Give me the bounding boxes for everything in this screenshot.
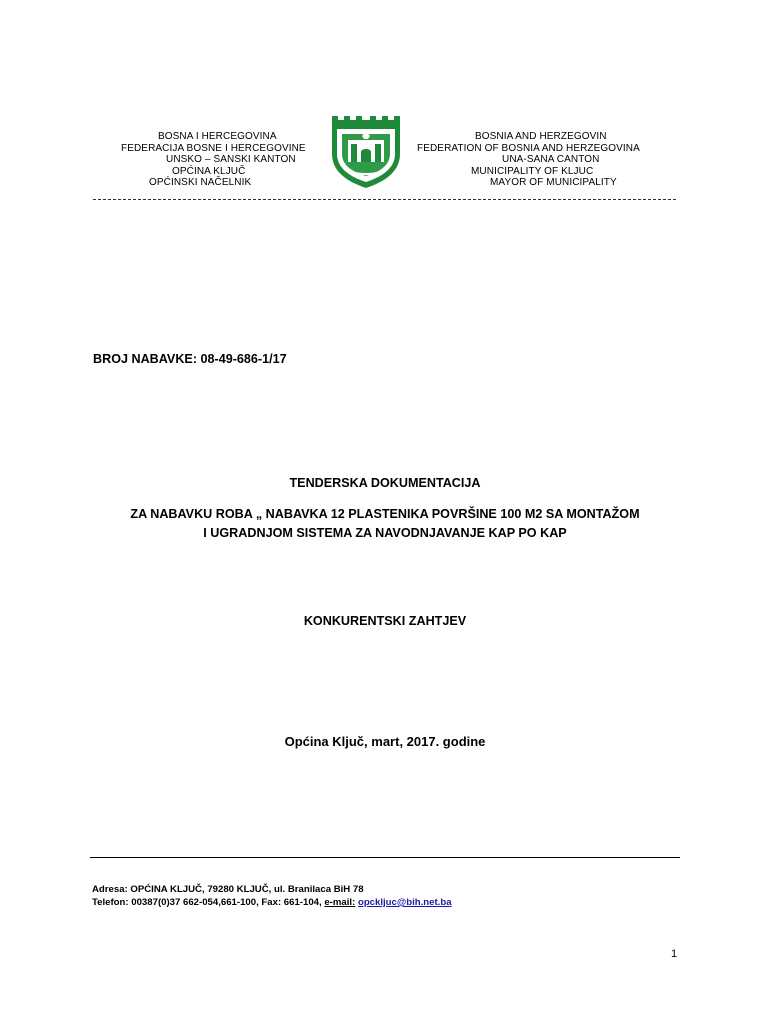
- procedure-type: KONKURENTSKI ZAHTJEV: [303, 614, 467, 628]
- place-and-date: Općina Ključ, mart, 2017. godine: [284, 734, 486, 749]
- header-left-block: [90, 131, 330, 189]
- header-right-line: UNA-SANA CANTON: [502, 154, 600, 166]
- footer-divider: [90, 857, 680, 858]
- document-title: TENDERSKA DOKUMENTACIJA: [289, 476, 481, 490]
- header-right-block: [405, 131, 670, 189]
- footer-email-label: e-mail:: [324, 897, 356, 908]
- procurement-subject: [70, 505, 700, 543]
- header-left-line: OPĆINA KLJUČ: [172, 165, 246, 177]
- header-left-line: BOSNA I HERCEGOVINA: [158, 131, 277, 142]
- municipality-coat-of-arms-icon: [328, 110, 404, 190]
- header-left-line: UNSKO – SANSKI KANTON: [166, 154, 296, 166]
- procurement-number: BROJ NABAVKE: 08-49-686-1/17: [93, 352, 287, 366]
- footer-contact: [92, 897, 452, 908]
- header-right-line: MUNICIPALITY OF KLJUC: [471, 165, 594, 177]
- header-right-line: BOSNIA AND HERZEGOVIN: [475, 131, 607, 142]
- header-right-line: MAYOR OF MUNICIPALITY: [490, 177, 617, 189]
- procurement-subject-line: I UGRADNJOM SISTEMA ZA NAVODNJAVANJE KAP PO KAP: [203, 526, 567, 540]
- footer-email-link[interactable]: opckljuc@bih.net.ba: [357, 897, 452, 908]
- page-number: 1: [671, 948, 678, 960]
- header-left-line: OPĆINSKI NAČELNIK: [149, 177, 252, 189]
- procurement-subject-line: ZA NABAVKU ROBA „ NABAVKA 12 PLASTENIKA POVRŠINE 100 M2 SA MONTAŽOM: [130, 507, 640, 521]
- header-right-line: FEDERATION OF BOSNIA AND HERZEGOVINA: [417, 142, 640, 154]
- footer-phone-fax: Telefon: 00387(0)37 662-054,661-100, Fax: 661-104,: [92, 897, 325, 908]
- header-divider: [93, 199, 676, 200]
- header-left-line: FEDERACIJA BOSNE I HERCEGOVINE: [121, 142, 306, 154]
- footer-address: Adresa: OPĆINA KLJUČ, 79280 KLJUČ, ul. Branilaca BiH 78: [92, 884, 364, 895]
